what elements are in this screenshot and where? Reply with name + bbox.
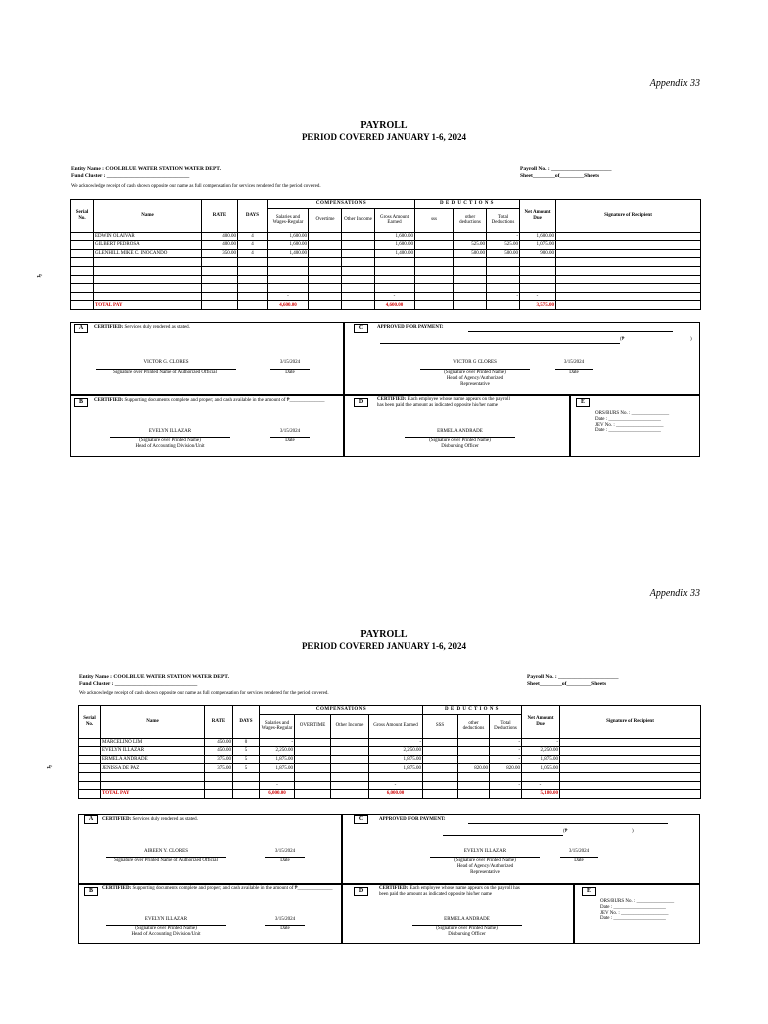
cert-d-statement-2: has been paid the amount as indicated opposite his/her name: [377, 402, 498, 408]
table-cell: [79, 781, 101, 790]
cert-b-caption-1: (Signature over Printed Name): [139, 438, 201, 443]
entity-name: Entity Name : COOLBLUE WATER STATION WATER DEPT.: [79, 674, 229, 680]
cert-a-statement: Services duly rendered as stated.: [124, 325, 190, 330]
table-row-total: [79, 790, 701, 799]
cert-a-signer: AIREEN Y. CLORES: [143, 849, 189, 854]
cert-b-statement: Supporting documents complete and proper; and cash available in the amount of: [124, 398, 286, 403]
other-income-cell: [331, 755, 369, 764]
table-cell: [560, 772, 701, 781]
cert-b-date: 3/15/2024: [274, 917, 296, 922]
cert-a-date-label: Date: [280, 858, 290, 863]
fund-cluster: Fund Cluster : ______________________________: [71, 173, 190, 179]
ors-date: Date : _____________________: [595, 416, 661, 422]
cert-c-date: 3/15/2024: [563, 360, 585, 365]
col-gross: Gross Amount Earned: [369, 714, 423, 738]
total-deductions-cell: 820.00: [490, 764, 522, 773]
overtime-cell: [295, 755, 331, 764]
appendix-label: Appendix 33: [649, 78, 700, 89]
sheet-count: Sheet________of_________Sheets: [527, 681, 607, 687]
table-cell: [295, 790, 331, 799]
table-cell: [331, 781, 369, 790]
signature-cell: [560, 764, 701, 773]
cert-d-signer: ERMELA ANDRADE: [444, 917, 490, 922]
table-row-blank: [79, 772, 701, 781]
cert-c-close: ): [690, 337, 692, 342]
days-cell: 4: [238, 232, 268, 241]
employee-name: EVELYN ILLAZAR: [101, 747, 205, 756]
cert-a-signer: VICTOR G. CLORES: [143, 360, 189, 365]
other-deductions-cell: 820.00: [458, 764, 490, 773]
cert-b-caption-1: (Signature over Printed Name): [135, 926, 197, 931]
sheet-count: Sheet________of_________Sheets: [520, 173, 600, 179]
gross-cell: -: [375, 292, 415, 301]
employee-name: GILBERT PEDROSA: [94, 241, 202, 250]
overtime-cell: [295, 747, 331, 756]
overtime-cell: [295, 764, 331, 773]
rate-cell: 450.00: [205, 747, 233, 756]
col-other-deductions: other deductions: [454, 208, 487, 232]
ors-date: Date : _____________________: [600, 904, 666, 910]
other-deductions-cell: [458, 755, 490, 764]
salary-cell: 1,875.00: [260, 764, 295, 773]
table-row: [79, 755, 701, 764]
gross-cell: 1,600.00: [375, 241, 415, 250]
table-cell: [79, 772, 101, 781]
table-cell: [79, 790, 101, 799]
cert-d-statement-1: Each employee whose name appears on the payroll: [407, 397, 510, 402]
rate-cell: 400.00: [202, 241, 238, 250]
total-net: 5,180.00: [522, 790, 560, 799]
cert-a-date: 3/15/2024: [279, 360, 301, 365]
col-name: Name: [101, 706, 205, 739]
cert-d-caption-2: Disbursing Officer: [448, 931, 486, 937]
table-cell: [205, 772, 233, 781]
salary-cell: -: [260, 738, 295, 747]
table-cell: [458, 781, 490, 790]
jev-date: Date : _____________________: [595, 428, 661, 434]
table-cell: [205, 781, 233, 790]
period-covered: PERIOD COVERED JANUARY 1-6, 2024: [301, 641, 467, 651]
cert-c-caption: [420, 858, 550, 875]
total-gross: 4,600.00: [375, 301, 415, 310]
cert-e-letter: E: [576, 398, 590, 407]
margin-mark: ↯: [44, 764, 53, 770]
col-sss: sss: [415, 208, 454, 232]
acknowledgement-text: We acknowledge receipt of cash shown opposite our name as full compensation for services rendered for the period covered.: [79, 691, 329, 696]
gross-cell: -: [369, 738, 423, 747]
ors-burs-no: ORS/BURS No. : _______________: [595, 411, 670, 416]
gross-cell: 1,875.00: [369, 764, 423, 773]
rate-cell: 400.00: [202, 232, 238, 241]
days-cell: 5: [233, 747, 260, 756]
period-covered: PERIOD COVERED JANUARY 1-6, 2024: [301, 132, 467, 142]
sss-cell: [423, 738, 458, 747]
table-cell: [331, 772, 369, 781]
total-salary: 4,600.00: [268, 301, 309, 310]
cert-c-date-label: Date: [569, 370, 579, 375]
acknowledgement-text: We acknowledge receipt of cash shown opposite our name as full compensation for services rendered for the period covered.: [71, 184, 321, 189]
compensations-header: COMPENSATIONS: [260, 706, 423, 715]
cert-c-letter: C: [354, 815, 368, 824]
cert-b-amount: ₱______________: [286, 398, 325, 403]
cert-b-letter: B: [74, 398, 88, 407]
cert-c-label: APPROVED FOR PAYMENT:: [377, 325, 444, 330]
cert-c-date: 3/15/2024: [568, 849, 590, 854]
cert-b-caption-2: Head of Accounting Division/Unit: [135, 443, 205, 449]
net-amount-cell: -: [522, 781, 560, 790]
table-cell: [423, 790, 458, 799]
gross-cell: 1,875.00: [369, 755, 423, 764]
total-deductions-cell: 500.00: [487, 249, 520, 258]
employee-name: EDWIN OLAIVAR: [94, 232, 202, 241]
other-deductions-cell: 525.00: [454, 241, 487, 250]
cert-c-signer: VICTOR G CLORES: [453, 360, 497, 365]
table-cell: [458, 772, 490, 781]
cert-d-label: CERTIFIED:: [377, 397, 407, 402]
gross-cell: -: [369, 781, 423, 790]
gross-cell: 1,600.00: [375, 232, 415, 241]
jev-no: JEV No. : ___________________: [600, 910, 669, 916]
col-signature: Signature of Recipient: [560, 706, 701, 739]
table-row: [79, 764, 701, 773]
cert-d-caption-1: (Signature over Printed Name): [429, 438, 491, 443]
cert-a-date: 3/15/2024: [274, 849, 296, 854]
serial-cell: [79, 764, 101, 773]
employee-name: MARCELINO LIM: [101, 738, 205, 747]
col-total-deductions: Total Deductions: [490, 714, 522, 738]
other-income-cell: [331, 747, 369, 756]
days-cell: 0: [233, 738, 260, 747]
salary-cell: 2,250.00: [260, 747, 295, 756]
col-rate: RATE: [202, 200, 238, 233]
table-cell: [522, 772, 560, 781]
cert-c-letter: C: [354, 324, 368, 333]
cert-d-letter: D: [354, 887, 368, 896]
other-income-cell: [331, 764, 369, 773]
entity-name: Entity Name : COOLBLUE WATER STATION WATER DEPT.: [71, 166, 221, 172]
col-serial: Serial No.: [71, 200, 94, 233]
serial-cell: [79, 738, 101, 747]
payroll-table: [78, 705, 701, 799]
col-days: DAYS: [238, 200, 268, 233]
salary-cell: 1,400.00: [268, 249, 309, 258]
other-deductions-cell: [458, 747, 490, 756]
col-net: Net Amount Due: [522, 706, 560, 739]
signature-cell: [560, 747, 701, 756]
cert-a-text: [102, 817, 198, 823]
cert-a-caption: Signature over Printed Name of Authorized Official: [113, 370, 217, 375]
cert-d-label: CERTIFIED:: [379, 886, 409, 891]
salary-cell: 1,600.00: [268, 241, 309, 250]
cert-a-letter: A: [84, 815, 98, 824]
net-amount-cell: 2,250.00: [522, 747, 560, 756]
cert-a-date-label: Date: [285, 370, 295, 375]
cert-b-amount: ₱______________: [294, 886, 333, 891]
col-net: Net Amount Due: [520, 200, 556, 233]
cert-c-close: ): [632, 829, 634, 834]
table-cell: [490, 790, 522, 799]
cert-e-letter: E: [582, 887, 596, 896]
table-cell: [101, 772, 205, 781]
net-amount-cell: -: [520, 292, 556, 301]
table-cell: [260, 772, 295, 781]
sss-cell: [423, 755, 458, 764]
payroll-title: PAYROLL: [360, 120, 408, 131]
signature-cell: [560, 738, 701, 747]
compensations-header: COMPENSATIONS: [268, 200, 415, 209]
cert-c-caption-2: Head of Agency/Authorized: [446, 375, 504, 381]
table-cell: [233, 781, 260, 790]
signature-cell: [560, 755, 701, 764]
table-cell: [295, 781, 331, 790]
table-cell: [205, 790, 233, 799]
sss-cell: [423, 764, 458, 773]
ors-burs-no: ORS/BURS No. : _______________: [600, 899, 675, 904]
cert-c-peso: (₱: [563, 829, 568, 834]
cert-c-caption-2: Head of Agency/Authorized: [456, 863, 514, 869]
cert-c-caption-1: (Signature over Printed Name): [444, 370, 506, 375]
payroll-no-block: [527, 674, 619, 688]
total-salary: 6,000.00: [260, 790, 295, 799]
days-cell: 4: [238, 241, 268, 250]
fund-cluster: Fund Cluster : ______________________________: [79, 681, 198, 687]
other-income-cell: [331, 738, 369, 747]
net-amount-cell: 1,075.00: [520, 241, 556, 250]
salary-cell: 1,600.00: [268, 232, 309, 241]
jev-date: Date : _____________________: [600, 916, 666, 922]
col-other-income: Other Income: [331, 714, 369, 738]
table-row: [79, 738, 701, 747]
cert-b-signer: EVELYN ILLAZAR: [148, 429, 192, 434]
col-rate: RATE: [205, 706, 233, 739]
total-deductions-cell: -: [490, 738, 522, 747]
total-gross: 6,000.00: [369, 790, 423, 799]
col-gross: Gross Amount Earned: [375, 208, 415, 232]
gross-cell: 1,400.00: [375, 249, 415, 258]
cert-b-date: 3/15/2024: [279, 429, 301, 434]
total-deductions-cell: -: [487, 292, 520, 301]
table-row: [79, 747, 701, 756]
overtime-cell: [295, 738, 331, 747]
appendix-label: Appendix 33: [649, 588, 700, 599]
cert-d-signer: ERMELA ANDRADE: [437, 429, 483, 434]
table-cell: [233, 790, 260, 799]
table-cell: [295, 772, 331, 781]
cert-c-date-label: Date: [574, 858, 584, 863]
cert-a-letter: A: [74, 324, 88, 333]
cert-b-label: CERTIFIED:: [102, 886, 132, 891]
table-row-subtotal: [79, 781, 701, 790]
total-pay-label: TOTAL PAY: [101, 790, 205, 799]
col-salaries: Salaries and Wages-Regular: [268, 208, 309, 232]
table-cell: [458, 790, 490, 799]
cert-c-amount-line-2: [443, 835, 563, 836]
net-amount-cell: 1,055.00: [522, 764, 560, 773]
col-overtime: OVERTIME: [295, 714, 331, 738]
other-deductions-cell: 500.00: [454, 249, 487, 258]
rate-cell: 375.00: [205, 764, 233, 773]
cert-c-caption-3: Representative: [470, 869, 500, 875]
sss-cell: [423, 747, 458, 756]
total-deductions-cell: 525.00: [487, 241, 520, 250]
cert-b-label: CERTIFIED:: [94, 398, 124, 403]
cert-d-statement-1: Each employee whose name appears on the payroll has: [409, 886, 520, 891]
days-cell: 5: [233, 755, 260, 764]
deductions-header: D E D U C T I O N S: [415, 200, 520, 209]
days-cell: 4: [238, 249, 268, 258]
table-cell: [560, 790, 701, 799]
employee-name: JENISSA DE PAZ: [101, 764, 205, 773]
cert-c-amount-line: [468, 823, 668, 824]
cert-d-caption-1: (Signature over Printed Name): [436, 926, 498, 931]
payroll-no: Payroll No. : ______________________: [527, 674, 619, 680]
cert-d-text: [379, 886, 520, 898]
payroll-title: PAYROLL: [360, 629, 408, 640]
table-cell: [490, 772, 522, 781]
col-name: Name: [94, 200, 202, 233]
cert-b-caption: [96, 926, 236, 938]
salary-cell: -: [268, 292, 309, 301]
payroll-no: Payroll No. : ______________________: [520, 166, 612, 172]
cert-a-label: CERTIFIED:: [102, 817, 132, 822]
cert-d-letter: D: [354, 398, 368, 407]
cert-c-caption-1: (Signature over Printed Name): [454, 858, 516, 863]
serial-cell: [79, 747, 101, 756]
total-deductions-cell: -: [490, 755, 522, 764]
salary-cell: -: [260, 781, 295, 790]
table-cell: [331, 790, 369, 799]
col-other-deductions: other deductions: [458, 714, 490, 738]
col-overtime: Overtime: [309, 208, 342, 232]
table-cell: [101, 781, 205, 790]
total-pay-label: TOTAL PAY: [94, 301, 202, 310]
cert-c-caption-3: Representative: [460, 381, 490, 387]
col-other-income: Other Income: [342, 208, 375, 232]
table-cell: [423, 781, 458, 790]
rate-cell: 450.00: [205, 738, 233, 747]
col-signature: Signature of Recipient: [556, 200, 701, 233]
net-amount-cell: 900.00: [520, 249, 556, 258]
col-sss: SSS: [423, 714, 458, 738]
days-cell: 5: [233, 764, 260, 773]
serial-cell: [79, 755, 101, 764]
other-deductions-cell: [458, 738, 490, 747]
cert-e-fields: [600, 899, 674, 922]
entity-block: [79, 674, 229, 688]
net-amount-cell: -: [522, 738, 560, 747]
cert-d-caption-2: Disbursing Officer: [441, 443, 479, 449]
cert-b-signer: EVELYN ILLAZAR: [144, 917, 188, 922]
employee-name: ERMELA ANDRADE: [101, 755, 205, 764]
cert-b-text: [102, 886, 340, 892]
net-amount-cell: 1,600.00: [520, 232, 556, 241]
col-days: DAYS: [233, 706, 260, 739]
cert-d-statement-2: been paid the amount as indicated opposite his/her name: [379, 891, 493, 897]
total-deductions-cell: -: [487, 232, 520, 241]
deductions-header: D E D U C T I O N S: [423, 706, 522, 715]
col-total-deductions: Total Deductions: [487, 208, 520, 232]
cert-a-statement: Services duly rendered as stated.: [132, 817, 198, 822]
col-salaries: Salaries and Wages-Regular: [260, 714, 295, 738]
table-cell: [369, 772, 423, 781]
cert-b-caption-2: Head of Accounting Division/Unit: [131, 931, 201, 937]
cert-a-caption: Signature over Printed Name of Authorized Official: [114, 858, 218, 863]
employee-name: GLENHILL MIKE C. INOCANDO: [94, 249, 202, 258]
table-cell: [423, 772, 458, 781]
cert-b-statement: Supporting documents complete and proper; and cash available in the amount of: [132, 886, 294, 891]
table-cell: [560, 781, 701, 790]
gross-cell: 2,250.00: [369, 747, 423, 756]
cert-b-date-label: Date: [285, 438, 295, 443]
table-cell: [233, 772, 260, 781]
net-amount-cell: 1,875.00: [522, 755, 560, 764]
jev-no: JEV No. : ___________________: [595, 422, 664, 428]
cert-c-signer: EVELYN ILLAZAR: [463, 849, 507, 854]
total-net: 3,575.00: [520, 301, 556, 310]
salary-cell: 1,875.00: [260, 755, 295, 764]
cert-a-label: CERTIFIED:: [94, 325, 124, 330]
cert-d-caption: [402, 926, 532, 938]
cert-b-letter: B: [84, 887, 98, 896]
cert-c-label: APPROVED FOR PAYMENT:: [379, 817, 446, 822]
margin-mark: ↯: [34, 273, 43, 279]
cert-b-date-label: Date: [280, 926, 290, 931]
total-deductions-cell: -: [490, 781, 522, 790]
cert-c-peso: (₱: [620, 337, 625, 342]
col-serial: Serial No.: [79, 706, 101, 739]
rate-cell: 375.00: [205, 755, 233, 764]
total-deductions-cell: -: [490, 747, 522, 756]
rate-cell: 350.00: [202, 249, 238, 258]
